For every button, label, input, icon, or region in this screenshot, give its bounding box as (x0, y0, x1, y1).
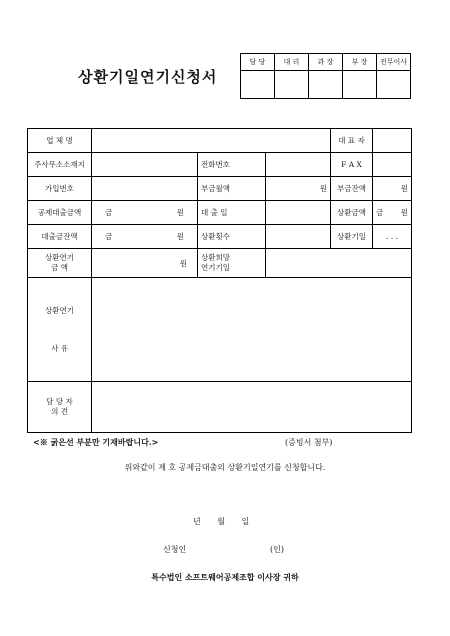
loan-balance-field[interactable] (92, 225, 198, 249)
approval-header-section-chief: 과 장 (309, 54, 343, 71)
won-unit: 원 (400, 184, 409, 193)
phone-label: 전화번호 (198, 153, 266, 177)
approval-sign-assistant-manager[interactable] (275, 71, 309, 99)
approval-sign-executive-director[interactable] (377, 71, 411, 99)
contribution-balance-label: 부금잔액 (331, 177, 373, 201)
reason-field[interactable] (92, 278, 412, 382)
geum-prefix: 금 (105, 232, 113, 241)
repaid-amount-label: 상환금액 (331, 201, 373, 225)
application-statement: 위와같이 제 호 공제금대출의 상환기일연기를 신청합니다. (124, 463, 326, 472)
deferral-amount-field[interactable] (92, 249, 198, 278)
applicant-label: 신청인 (163, 545, 187, 554)
loan-date-label: 대 출 일 (198, 201, 266, 225)
deferral-date-label-line2: 연기기일 (201, 263, 230, 272)
approval-sign-section-chief[interactable] (309, 71, 343, 99)
deferral-amount-label-line1: 상환연기 (45, 253, 74, 263)
repay-count-field[interactable] (266, 225, 331, 249)
contribution-field[interactable] (266, 177, 331, 201)
fax-label: F A X (331, 153, 373, 177)
contribution-balance-field[interactable] (373, 177, 412, 201)
phone-field[interactable] (266, 153, 331, 177)
approval-header-assistant-manager: 대 리 (275, 54, 309, 71)
repaid-amount-field[interactable] (373, 201, 412, 225)
instruction-note: <※ 굵은선 부분만 기재바랍니다.> (33, 437, 159, 447)
geum-prefix: 금 (376, 208, 384, 217)
representative-label: 대 표 자 (331, 129, 373, 153)
officer-opinion-label-line1: 담 당 자 (46, 397, 73, 407)
won-unit: 원 (319, 184, 328, 193)
fax-field[interactable] (373, 153, 412, 177)
contribution-label: 부금월액 (198, 177, 266, 201)
loan-amount-field[interactable] (92, 201, 198, 225)
approval-header-department-head: 부 장 (343, 54, 377, 71)
deferral-date-label-line1: 상환희망 (201, 253, 230, 263)
reason-label (28, 278, 92, 382)
officer-opinion-label (28, 382, 92, 433)
loan-date-field[interactable] (266, 201, 331, 225)
repay-due-field[interactable]: . . . (373, 225, 412, 249)
document-title: 상환기일연기신청서 (78, 68, 218, 86)
reason-label-line2: 사 유 (51, 343, 68, 353)
address-label: 주사무소소재지 (28, 153, 92, 177)
deferral-amount-label (28, 249, 92, 278)
member-no-label: 가입번호 (28, 177, 92, 201)
officer-opinion-label-line2: 의 견 (51, 407, 68, 416)
addressee: 특수법인 소프트웨어공제조합 이사장 귀하 (151, 572, 299, 582)
repay-due-label: 상환기일 (331, 225, 373, 249)
won-unit: 원 (400, 208, 409, 217)
loan-amount-label: 공제대출금액 (28, 201, 92, 225)
approval-header-executive-director: 전무이사 (377, 54, 411, 71)
member-no-field[interactable] (92, 177, 198, 201)
approval-header-staff: 담 당 (241, 54, 275, 71)
company-name-field[interactable] (92, 129, 331, 153)
company-name-label: 업 체 명 (28, 129, 92, 153)
representative-field[interactable] (373, 129, 412, 153)
officer-opinion-field[interactable] (92, 382, 412, 433)
evidence-attachment-note: (증빙서 첨부) (285, 438, 333, 447)
address-field[interactable] (92, 153, 198, 177)
loan-balance-label: 대출금잔액 (28, 225, 92, 249)
won-unit: 원 (179, 258, 187, 268)
date-line: 년 월 일 (193, 517, 250, 526)
reason-label-line1: 상환연기 (45, 305, 74, 315)
deferral-date-field[interactable] (266, 249, 412, 278)
approval-sign-department-head[interactable] (343, 71, 377, 99)
won-unit: 원 (176, 232, 184, 241)
deferral-date-label (198, 249, 266, 278)
seal-mark: (인) (270, 545, 284, 554)
geum-prefix: 금 (105, 208, 113, 217)
won-unit: 원 (176, 208, 184, 217)
repay-count-label: 상환횟수 (198, 225, 266, 249)
approval-box (240, 53, 411, 99)
application-form (27, 128, 412, 433)
approval-sign-staff[interactable] (241, 71, 275, 99)
deferral-amount-label-line2: 금 액 (51, 263, 68, 272)
